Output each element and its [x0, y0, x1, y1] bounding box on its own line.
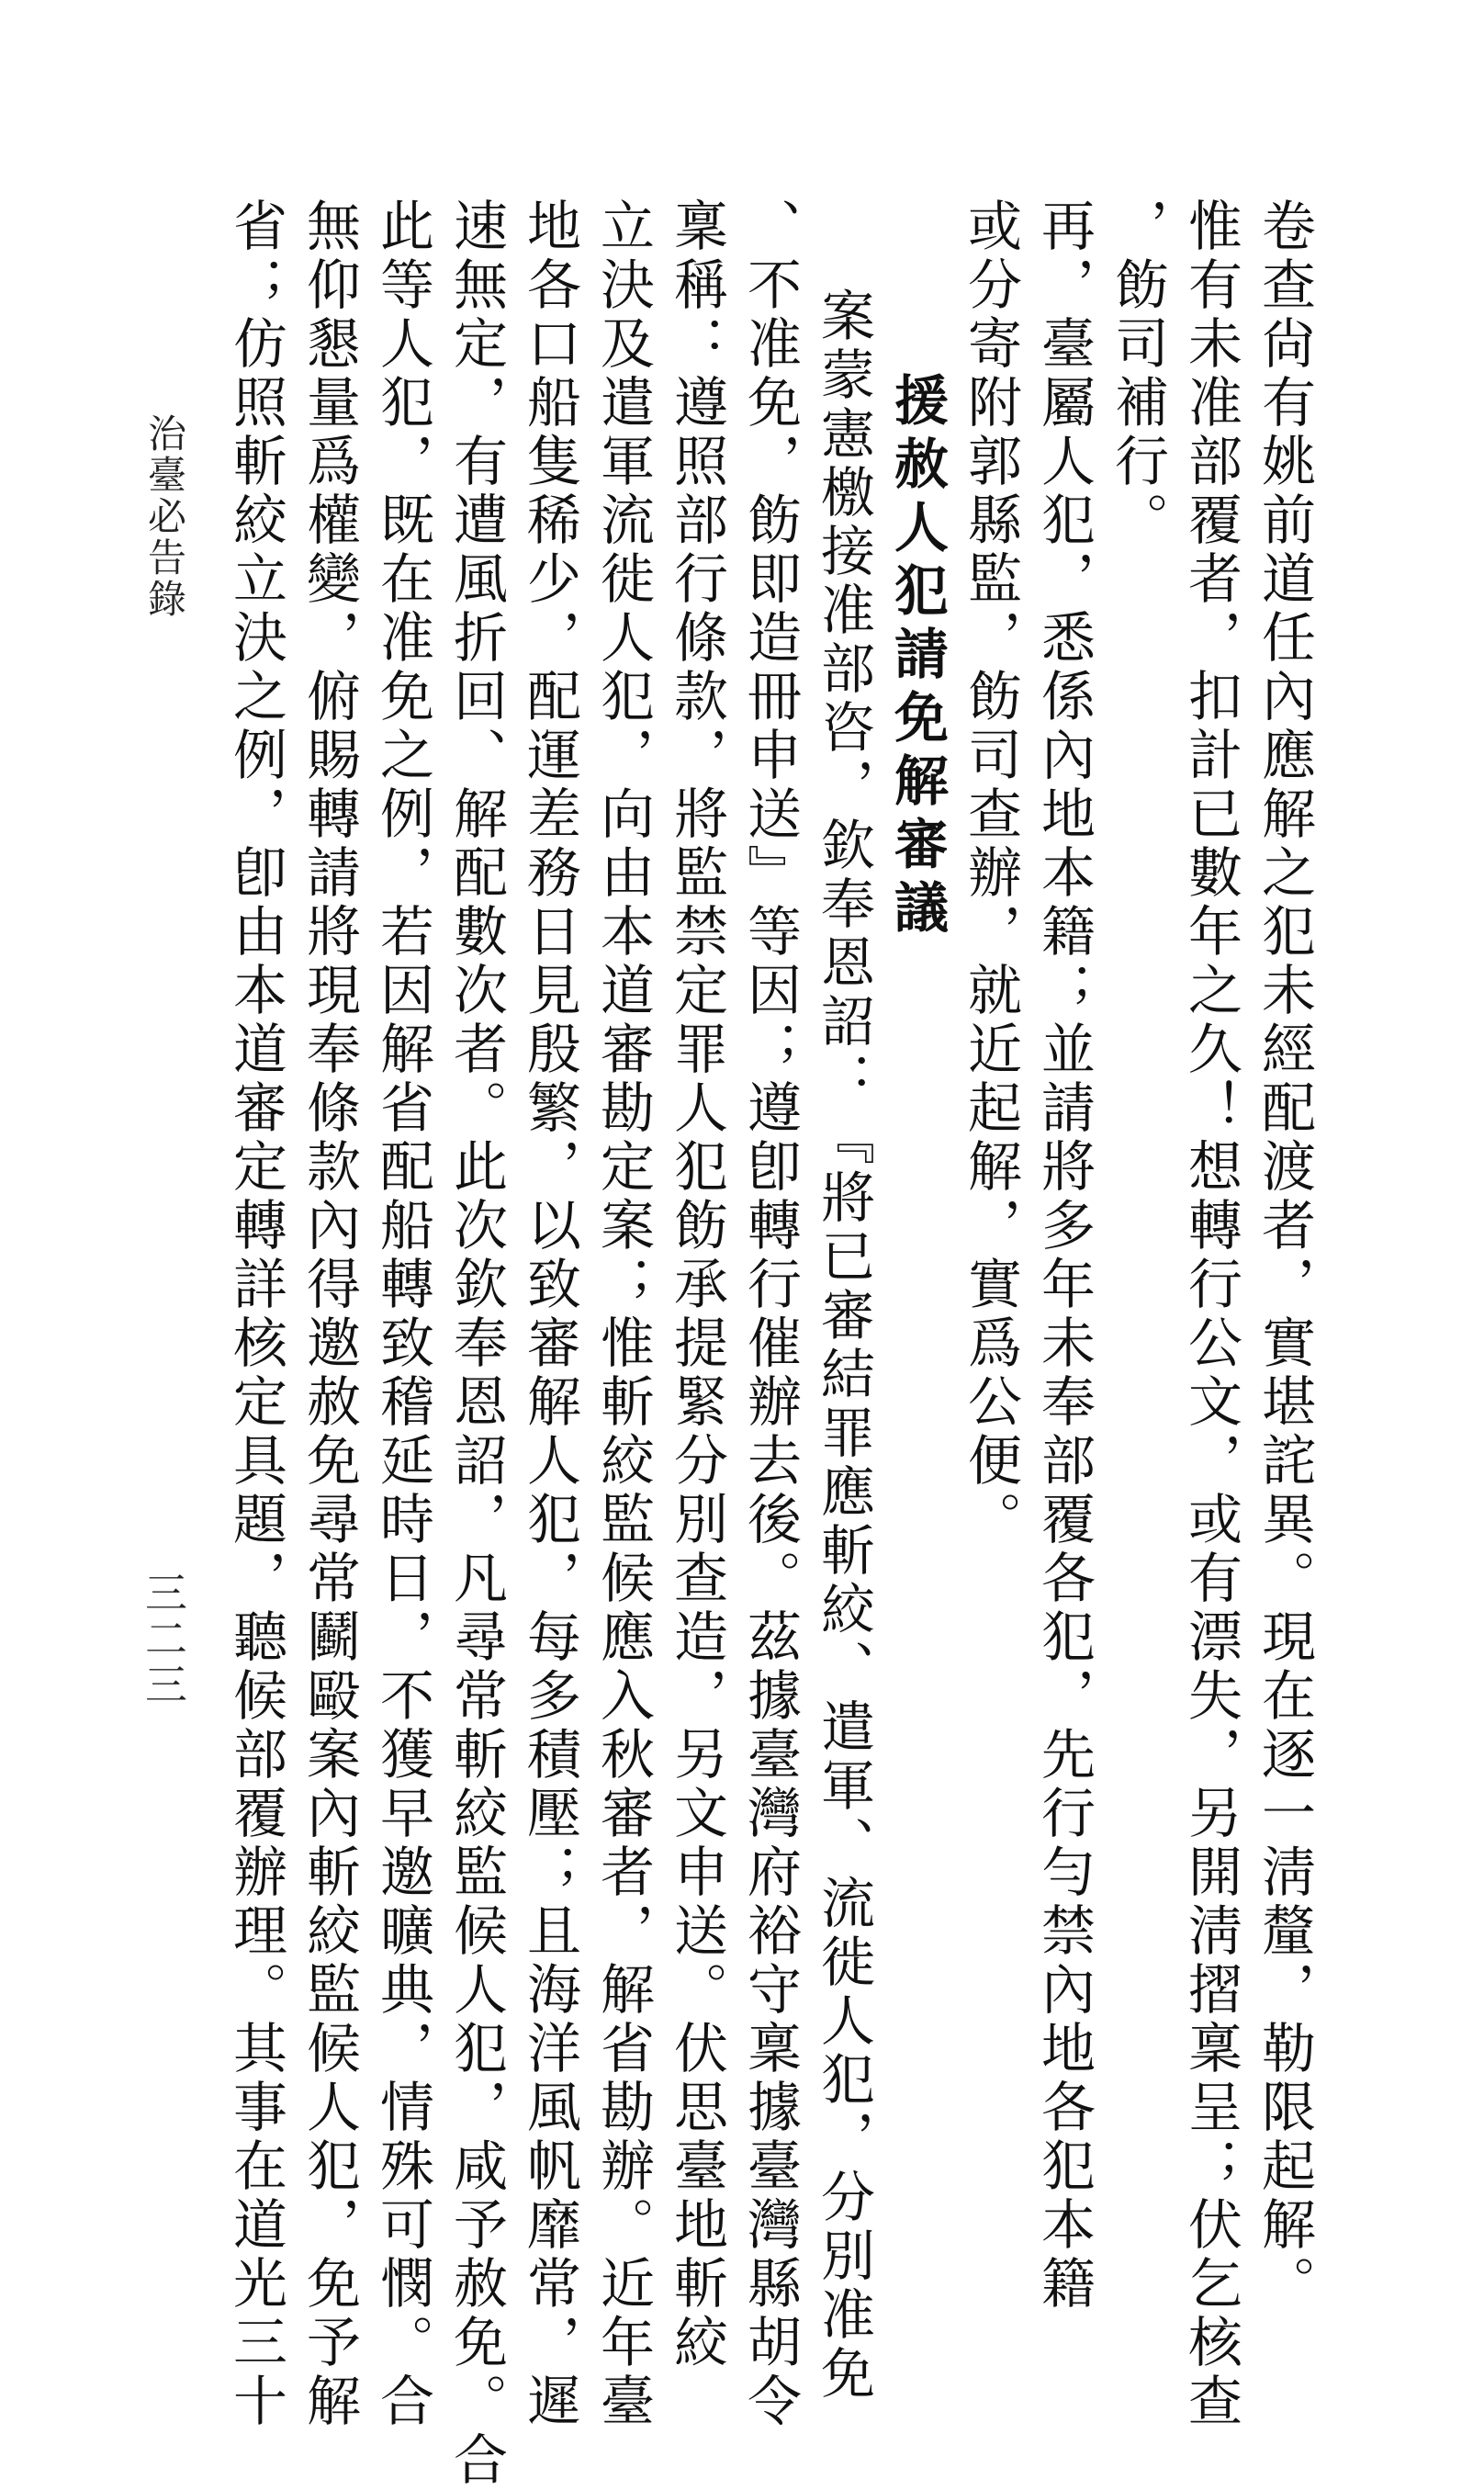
- body-column-2: 、不准免，飭即造冊申送』等因；遵卽轉行催辦去後。茲據臺灣府裕守稟據臺灣縣胡令: [738, 197, 802, 2431]
- text-column-3: ，飭司補行。: [1106, 197, 1169, 550]
- body-column-9: 省；仿照斬絞立決之例，卽由本道審定轉詳核定具題，聽候部覆辦理。其事在道光三十: [224, 197, 287, 2431]
- body-column-4: 立決及遣軍流徙人犯，向由本道審勘定案；惟斬絞監候應入秋審者，解省勘辦。近年臺: [591, 197, 655, 2431]
- body-column-3: 稟稱：遵照部行條款，將監禁定罪人犯飭承提緊分別查造，另文申送。伏思臺地斬絞: [665, 197, 728, 2372]
- body-column-8: 無仰懇量爲權變，俯賜轉請將現奉條款內得邀赦免尋常鬬毆案內斬絞監候人犯，免予解: [298, 197, 361, 2431]
- text-column-5: 或分寄附郭縣監，飭司查辦，就近起解，實爲公便。: [959, 197, 1022, 1549]
- section-heading: 援赦人犯請免解審議: [885, 372, 949, 942]
- body-column-6: 速無定，有遭風折回、解配數次者。此次欽奉恩詔，凡尋常斬絞監候人犯，咸予赦免。合: [444, 197, 508, 2490]
- running-title: 治臺必告錄: [142, 413, 187, 620]
- body-column-7: 此等人犯，既在准免之例，若因解省配船轉致稽延時日，不獲早邀曠典，情殊可憫。合: [371, 197, 434, 2431]
- body-column-1: 案蒙憲檄接准部咨，欽奉恩詔：『將已審結罪應斬絞、遣軍、流徙人犯，分別准免: [812, 287, 875, 2404]
- page-number: 三二三: [139, 1571, 188, 1708]
- text-column-4: 再，臺屬人犯，悉係內地本籍；並請將多年未奉部覆各犯，先行勻禁內地各犯本籍: [1032, 197, 1096, 2314]
- text-column-1: 卷查尙有姚前道任內應解之犯未經配渡者，實堪詫異。現在逐一淸釐，勒限起解。: [1253, 197, 1316, 2314]
- body-column-5: 地各口船隻稀少，配運差務日見殷繁，以致審解人犯，每多積壓；且海洋風帆靡常，遲: [518, 197, 581, 2431]
- text-column-2: 惟有未准部覆者，扣計已數年之久！想轉行公文，或有漂失，另開淸摺稟呈；伏乞核查: [1179, 197, 1242, 2431]
